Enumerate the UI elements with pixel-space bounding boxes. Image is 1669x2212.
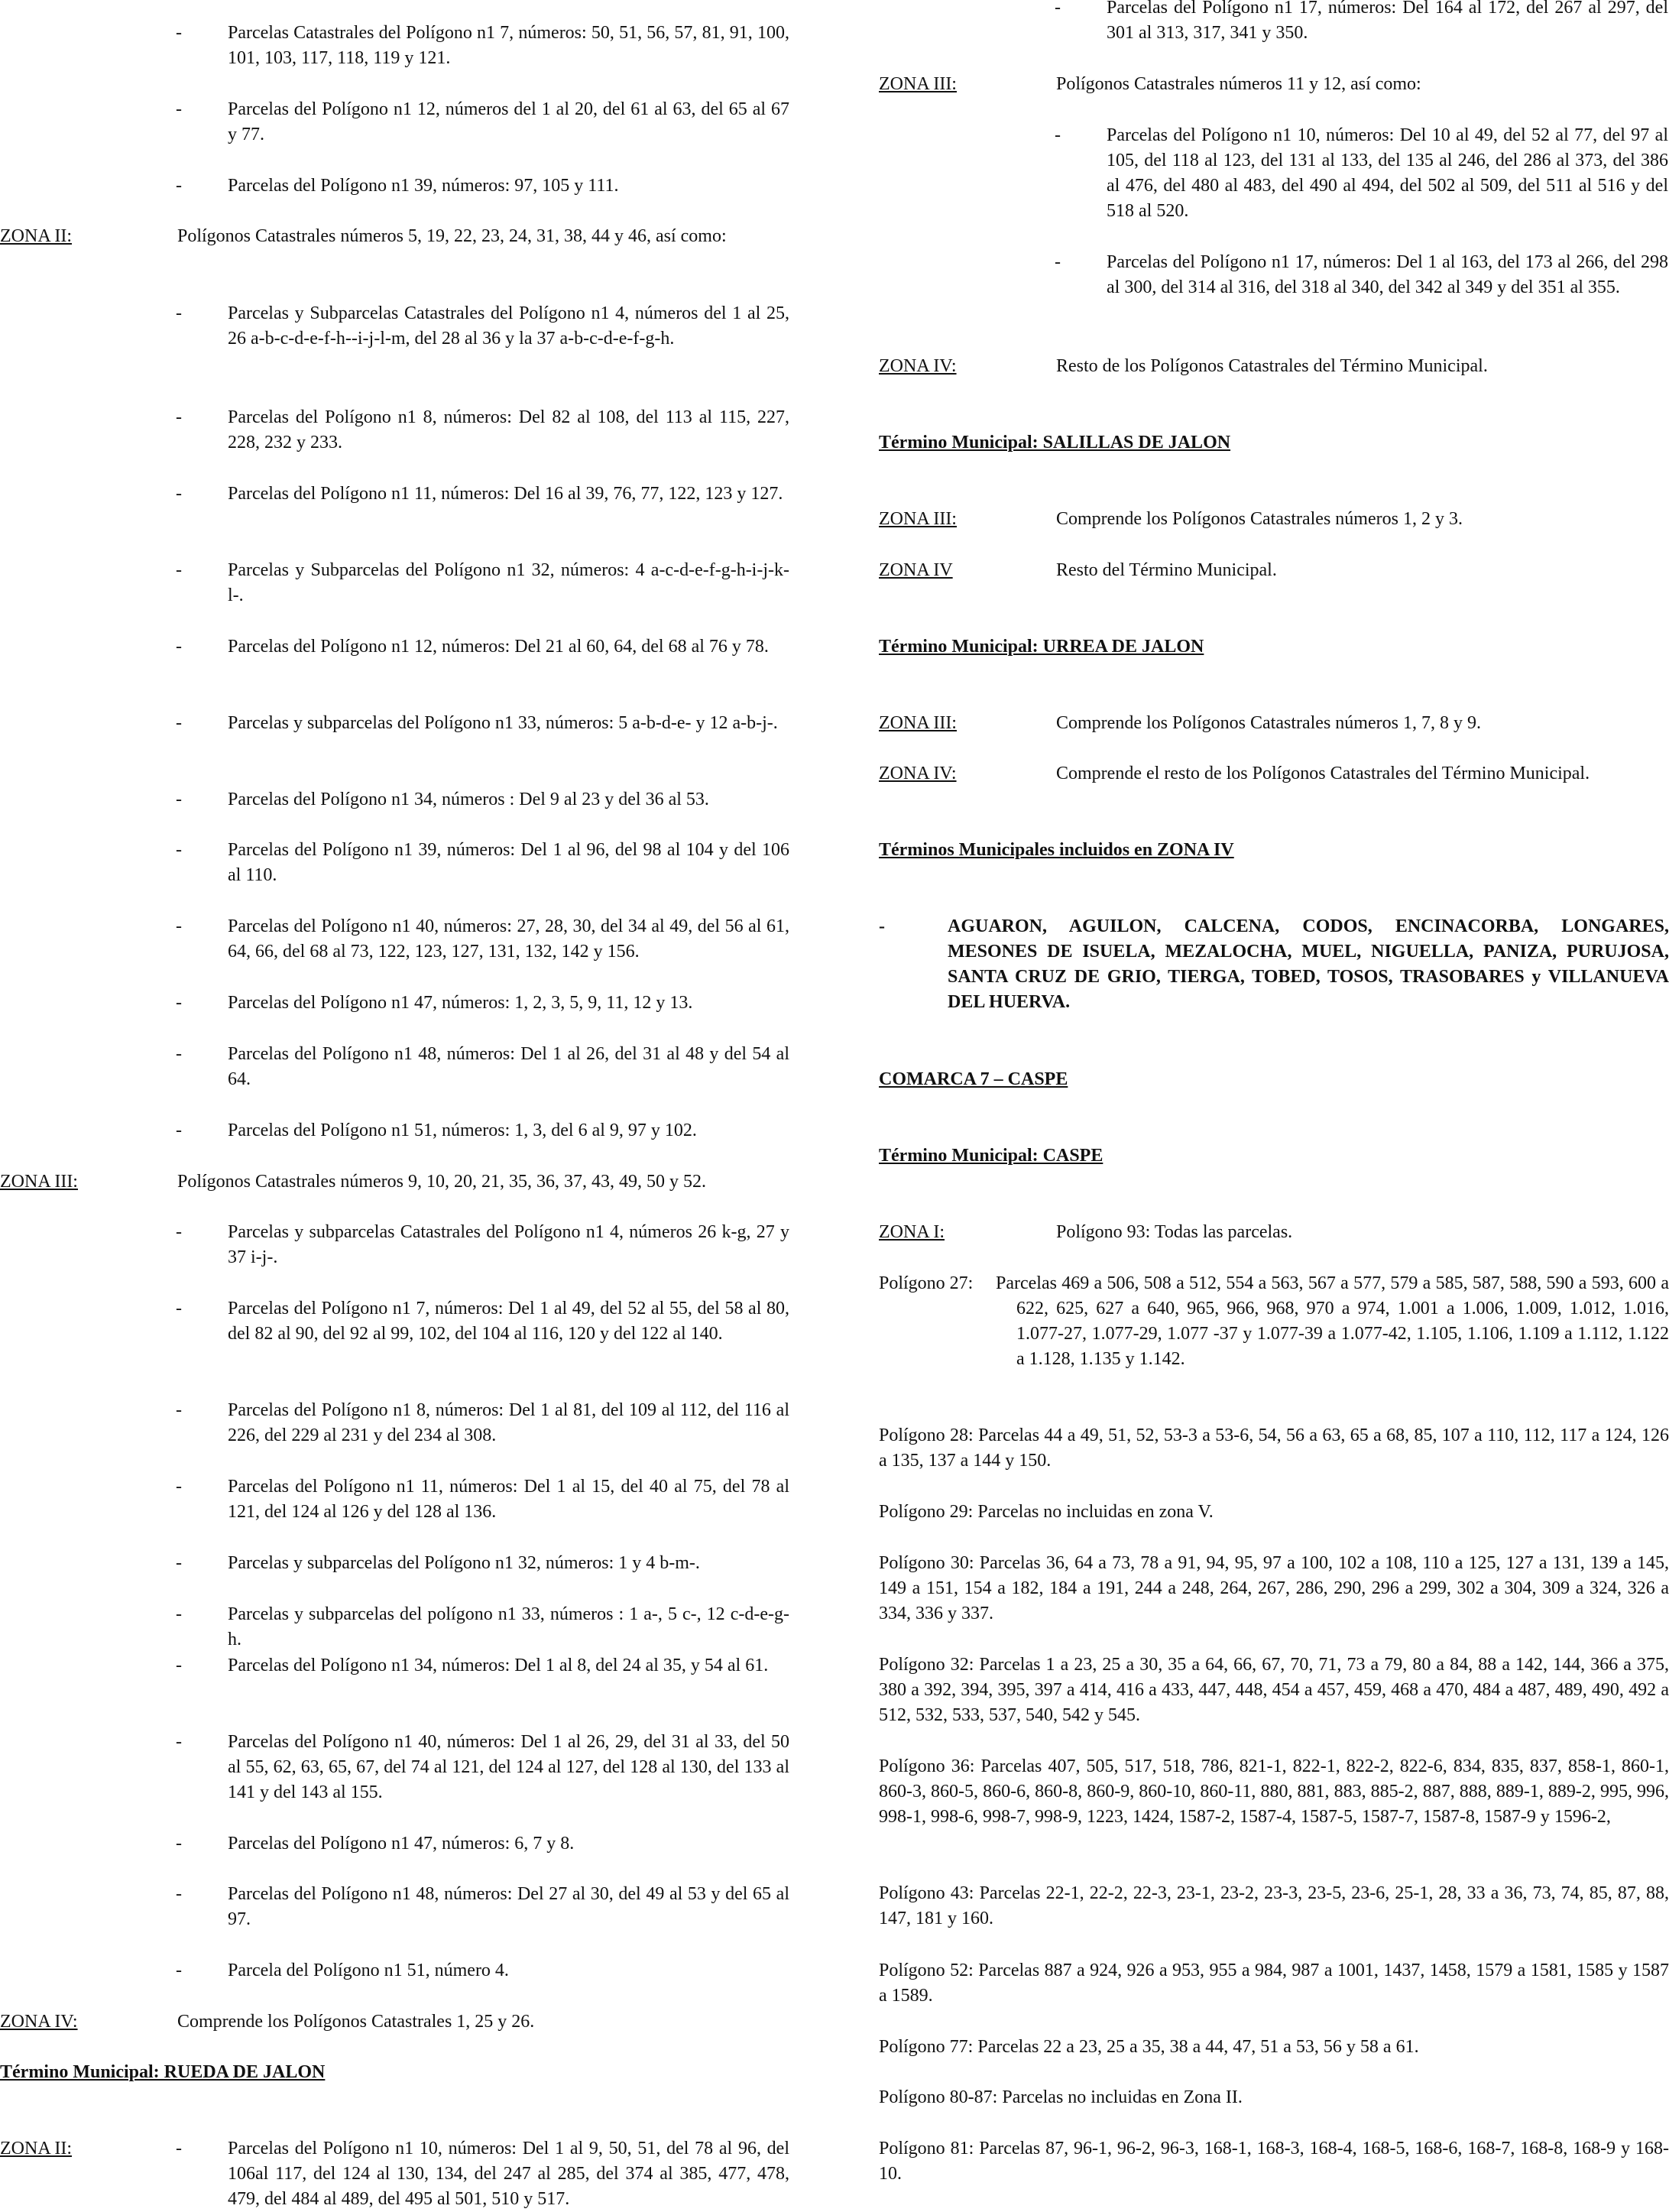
caspe-zona-i-text: Polígono 93: Todas las parcelas. xyxy=(1056,1222,1293,1242)
zona-iv-label: ZONA IV: xyxy=(879,356,957,376)
poligono-paragraph: Polígono 77: Parcelas 22 a 23, 25 a 35, 38 a 44, 47, 51 a 53, 56 y 58 a 61. xyxy=(879,2037,1419,2057)
urrea-zona-iii-text: Comprende los Polígonos Catastrales números 1, 7, 8 y 9. xyxy=(1056,713,1481,733)
zona-iv-text: Resto de los Polígonos Catastrales del Término Municipal. xyxy=(1056,356,1488,376)
poligono-paragraph: Polígono 52: Parcelas 887 a 924, 926 a 953, 955 a 984, 987 a 1001, 1437, 1458, 1579 a 1581, 1585 y 1587 a 1589. xyxy=(879,1961,1669,2006)
zona-iv-municipalities-heading: Términos Municipales incluidos en ZONA IV xyxy=(879,840,1234,860)
urrea-zona-iv-label: ZONA IV: xyxy=(879,764,957,783)
salillas-zona-iii-label: ZONA III: xyxy=(879,509,957,529)
poligono-paragraph: Polígono 36: Parcelas 407, 505, 517, 518, 786, 821-1, 822-1, 822-2, 822-6, 834, 835, 837, 858-1, 860-1, 860-3, 860-5, 860-6, 860-8, 860-9, 860-10, 860-11, 880, 881, 883, 885-2, 887, 888, 889-1, 889-2, 995, 996, 998-1, 998-6, 998-7, 998-9, 1223, 1424, 1587-2, 1587-4, 1587-5, 1587-7, 1587-8, 1587-9 y 1596-2, xyxy=(879,1756,1669,1827)
poligono-paragraph: Polígono 43: Parcelas 22-1, 22-2, 22-3, 23-1, 23-2, 23-3, 23-5, 23-6, 25-1, 28, 33 a 36, 73, 74, 85, 87, 88, 147, 181 y 160. xyxy=(879,1883,1669,1928)
urrea-zona-iii-label: ZONA III: xyxy=(879,713,957,733)
poligono-paragraph: Polígono 80-87: Parcelas no incluidas en Zona II. xyxy=(879,2087,1243,2107)
caspe-zona-i-label: ZONA I: xyxy=(879,1222,945,1242)
salillas-zona-iii-text: Comprende los Polígonos Catastrales números 1, 2 y 3. xyxy=(1056,509,1463,529)
zona-iii-label: ZONA III: xyxy=(879,74,957,94)
urrea-heading: Término Municipal: URREA DE JALON xyxy=(879,637,1204,657)
rueda-zona-ii-label: ZONA II: xyxy=(0,2139,72,2158)
zona-iv-label: ZONA IV: xyxy=(0,2012,78,2032)
zona-ii-label: ZONA II: xyxy=(0,226,72,246)
urrea-zona-iv-text: Comprende el resto de los Polígonos Catastrales del Término Municipal. xyxy=(1056,764,1590,783)
poligono-paragraph: Polígono 28: Parcelas 44 a 49, 51, 52, 53-3 a 53-6, 54, 56 a 63, 65 a 68, 85, 107 a 110, 112, 117 a 124, 126 a 135, 137 a 144 y 150. xyxy=(879,1425,1669,1471)
poligono-paragraph: Polígono 32: Parcelas 1 a 23, 25 a 30, 35 a 64, 66, 67, 70, 71, 73 a 79, 80 a 84, 88 a 142, 144, 366 a 375, 380 a 392, 394, 395, 397 a 414, 416 a 433, 447, 448, 454 a 457, 459, 468 a 470, 484 a 487, 489, 490, 492 a 512, 532, 533, 537, 540, 542 y 545. xyxy=(879,1655,1669,1725)
zona-iii-text: Polígonos Catastrales números 11 y 12, así como: xyxy=(1056,74,1421,94)
salillas-zona-iv-label: ZONA IV xyxy=(879,560,953,580)
poligono-27-label: Polígono 27: xyxy=(879,1273,974,1293)
poligono-paragraph: Polígono 30: Parcelas 36, 64 a 73, 78 a 91, 94, 95, 97 a 100, 102 a 108, 110 a 125, 127 a 131, 139 a 145, 149 a 151, 154 a 182, 184 a 191, 244 a 248, 264, 267, 286, 290, 296 a 299, 302 a 304, 309 a 324, 326 a 334, 336 y 337. xyxy=(879,1553,1669,1623)
zona-iii-text: Polígonos Catastrales números 9, 10, 20, 21, 35, 36, 37, 43, 49, 50 y 52. xyxy=(177,1172,706,1192)
zona-iv-text: Comprende los Polígonos Catastrales 1, 25 y 26. xyxy=(177,2012,535,2032)
salillas-heading: Término Municipal: SALILLAS DE JALON xyxy=(879,433,1231,452)
comarca-heading: COMARCA 7 – CASPE xyxy=(879,1069,1068,1089)
zona-ii-text: Polígonos Catastrales números 5, 19, 22, 23, 24, 31, 38, 44 y 46, así como: xyxy=(177,226,727,246)
zona-iii-label: ZONA III: xyxy=(0,1172,78,1192)
salillas-zona-iv-text: Resto del Término Municipal. xyxy=(1056,560,1277,580)
rueda-heading: Término Municipal: RUEDA DE JALON xyxy=(0,2062,326,2082)
caspe-heading: Término Municipal: CASPE xyxy=(879,1146,1103,1166)
poligono-27-text: Parcelas 469 a 506, 508 a 512, 554 a 563, 567 a 577, 579 a 585, 587, 588, 590 a 593, 600 a 622, 625, 627 a 640, 965, 966, 968, 970 a 974, 1.001 a 1.006, 1.009, 1.012, 1.016, 1.077-27, 1.077-29, 1.077 -37 y 1.077-39 a 1.077-42, 1.105, 1.106, 1.109 a 1.112, 1.122 a 1.128, 1.135 y 1.142. xyxy=(996,1273,1669,1369)
poligono-paragraph: Polígono 29: Parcelas no incluidas en zona V. xyxy=(879,1502,1214,1522)
poligono-paragraph: Polígono 81: Parcelas 87, 96-1, 96-2, 96-3, 168-1, 168-3, 168-4, 168-5, 168-6, 168-7, 168-8, 168-9 y 168-10. xyxy=(879,2139,1669,2184)
